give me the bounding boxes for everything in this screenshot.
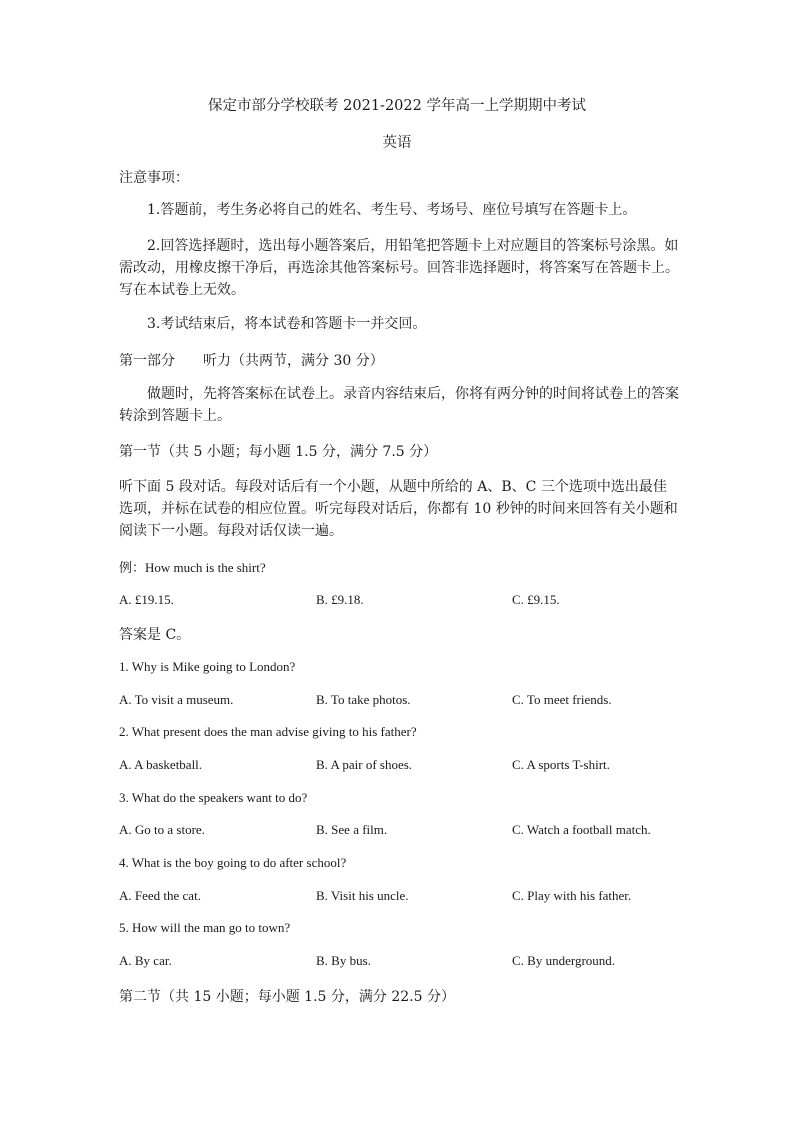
question-4: 4. What is the boy going to do after school? [119,855,347,870]
question-2-option-b: B. A pair of shoes. [316,757,413,772]
question-1-option-a: A. To visit a museum. [119,692,234,707]
notice-item-2: 2.回答选择题时，选出每小题答案后，用铅笔把答题卡上对应题目的答案标号涂黑。如需改动，用橡皮擦干净后，再选涂其他答案标号。回答非选择题时，将答案写在答题卡上。写在本试卷上无效。 [119,238,679,298]
question-4-option-b: B. Visit his uncle. [316,888,409,903]
question-1-option-b: B. To take photos. [316,692,411,707]
example-option-b: B. £9.18. [316,592,364,607]
question-4-option-a: A. Feed the cat. [119,888,201,903]
part1-heading: 第一部分 听力（共两节，满分 30 分） [119,353,384,369]
notice-item-3: 3.考试结束后，将本试卷和答题卡一并交回。 [147,316,427,332]
notice-item-1: 1.答题前，考生务必将自己的姓名、考生号、考场号、座位号填写在答题卡上。 [147,202,637,218]
section2-heading: 第二节（共 15 小题；每小题 1.5 分，满分 22.5 分） [119,989,455,1005]
question-1-option-c: C. To meet friends. [512,692,612,707]
question-2-option-c: C. A sports T-shirt. [512,757,610,772]
exam-subject: 英语 [382,135,412,151]
part1-instruction: 做题时，先将答案标在试卷上。录音内容结束后，你将有两分钟的时间将试卷上的答案转涂到答题卡上。 [119,386,679,424]
example-answer: 答案是 C。 [119,627,191,643]
exam-title: 保定市部分学校联考 2021-2022 学年高一上学期期中考试 [208,98,586,114]
example-option-c: C. £9.15. [512,592,560,607]
question-3-option-a: A. Go to a store. [119,822,205,837]
question-4-option-c: C. Play with his father. [512,888,632,903]
question-1: 1. Why is Mike going to London? [119,659,296,674]
question-5-option-a: A. By car. [119,953,172,968]
section1-heading: 第一节（共 5 小题；每小题 1.5 分，满分 7.5 分） [119,444,438,460]
question-5-option-b: B. By bus. [316,953,371,968]
question-3-option-b: B. See a film. [316,822,388,837]
question-5: 5. How will the man go to town? [119,920,291,935]
example-question: 例：How much is the shirt? [119,560,266,575]
section1-instruction: 听下面 5 段对话。每段对话后有一个小题，从题中所给的 A、B、C 三个选项中选出最佳选项，并标在试卷的相应位置。听完每段对话后，你都有 10 秒钟的时间来回答有关小题和阅读下一小题。每段对话仅读一遍。 [119,479,678,539]
question-3-option-c: C. Watch a football match. [512,822,651,837]
question-5-option-c: C. By underground. [512,953,616,968]
question-2: 2. What present does the man advise giving to his father? [119,724,417,739]
question-3: 3. What do the speakers want to do? [119,790,308,805]
question-2-option-a: A. A basketball. [119,757,203,772]
example-option-a: A. £19.15. [119,592,174,607]
notice-heading: 注意事项： [119,170,189,186]
